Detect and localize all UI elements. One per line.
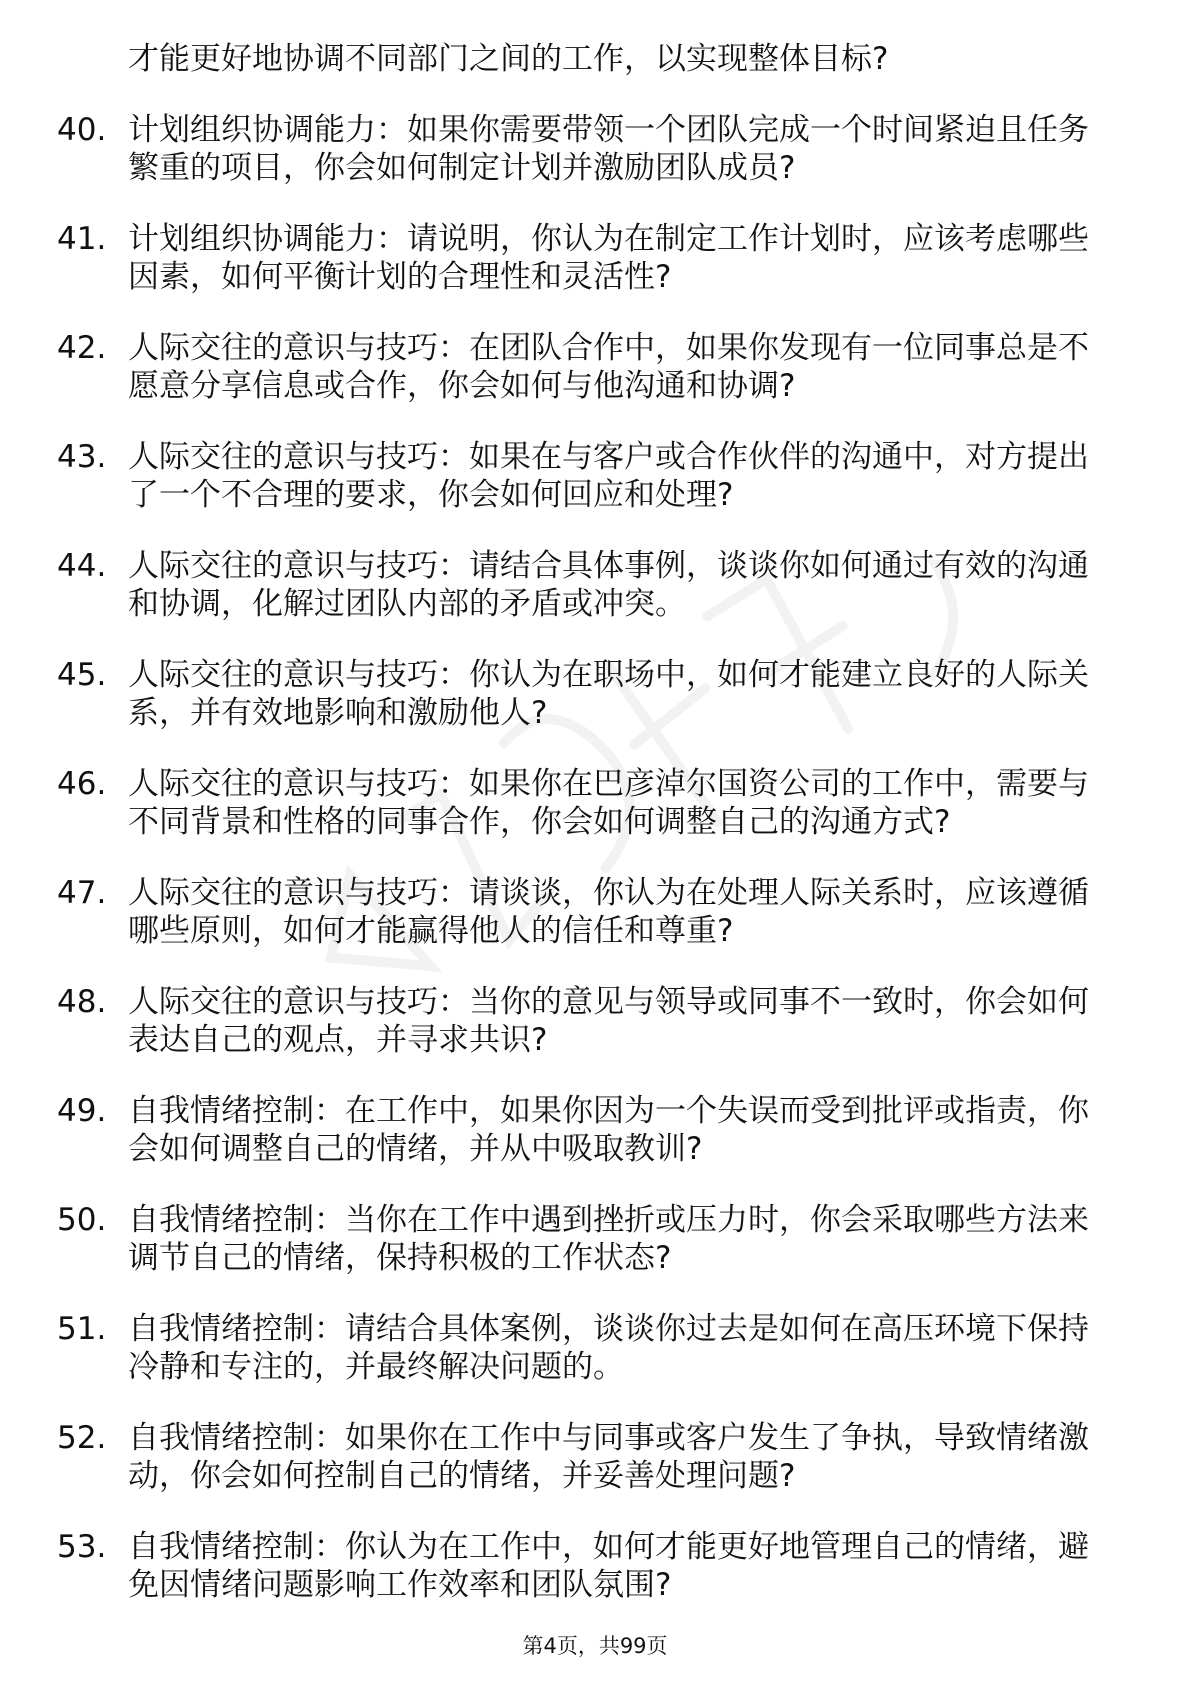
item-text: 人际交往的意识与技巧：请结合具体事例，谈谈你如何通过有效的沟通和协调，化解过团队内部的矛盾或冲突。: [128, 548, 1089, 622]
item-text: 人际交往的意识与技巧：当你的意见与领导或同事不一致时，你会如何表达自己的观点，并寻求共识?: [128, 984, 1089, 1058]
item-number: 46.: [57, 766, 107, 802]
list-item: [0, 1528, 1118, 1604]
item-text: 计划组织协调能力：请说明，你认为在制定工作计划时，应该考虑哪些因素，如何平衡计划的合理性和灵活性?: [128, 221, 1089, 295]
item-number: 48.: [57, 984, 107, 1020]
list-item: [0, 220, 1118, 296]
list-item: [0, 983, 1118, 1059]
list-item: [0, 1310, 1118, 1386]
item-text: 人际交往的意识与技巧：在团队合作中，如果你发现有一位同事总是不愿意分享信息或合作，你会如何与他沟通和协调?: [128, 330, 1089, 404]
list-item: [0, 111, 1118, 187]
item-number: 41.: [57, 221, 107, 257]
page-number: 第4页，共99页: [522, 1634, 668, 1658]
item-number: 50.: [57, 1202, 107, 1238]
item-text: 人际交往的意识与技巧：如果你在巴彦淖尔国资公司的工作中，需要与不同背景和性格的同事合作，你会如何调整自己的沟通方式?: [128, 766, 1089, 840]
item-text: 自我情绪控制：你认为在工作中，如何才能更好地管理自己的情绪，避免因情绪问题影响工作效率和团队氛围?: [128, 1529, 1089, 1603]
item-number: 42.: [57, 330, 107, 366]
list-item: [0, 656, 1118, 732]
list-item: [0, 1419, 1118, 1495]
list-item: [0, 1201, 1118, 1277]
item-text: 自我情绪控制：如果你在工作中与同事或客户发生了争执，导致情绪激动，你会如何控制自己的情绪，并妥善处理问题?: [128, 1420, 1089, 1494]
item-text: 自我情绪控制：当你在工作中遇到挫折或压力时，你会采取哪些方法来调节自己的情绪，保持积极的工作状态?: [128, 1202, 1089, 1276]
item-text: 人际交往的意识与技巧：你认为在职场中，如何才能建立良好的人际关系，并有效地影响和激励他人?: [128, 657, 1089, 731]
list-item: [0, 329, 1118, 405]
list-item: [0, 438, 1118, 514]
item-text: 人际交往的意识与技巧：请谈谈，你认为在处理人际关系时，应该遵循哪些原则，如何才能赢得他人的信任和尊重?: [128, 875, 1089, 949]
item-number: 45.: [57, 657, 107, 693]
item-number: 51.: [57, 1311, 107, 1347]
item-number: 49.: [57, 1093, 107, 1129]
item-number: 40.: [57, 112, 107, 148]
carryover-text: 才能更好地协调不同部门之间的工作，以实现整体目标?: [128, 41, 889, 77]
list-item: [0, 1092, 1118, 1168]
question-list: [0, 40, 1190, 1637]
item-text: 计划组织协调能力：如果你需要带领一个团队完成一个时间紧迫且任务繁重的项目，你会如何制定计划并激励团队成员?: [128, 112, 1089, 186]
item-number: 47.: [57, 875, 107, 911]
list-item: [0, 765, 1118, 841]
item-text: 人际交往的意识与技巧：如果在与客户或合作伙伴的沟通中，对方提出了一个不合理的要求，你会如何回应和处理?: [128, 439, 1089, 513]
list-item: [0, 874, 1118, 950]
list-item: [0, 547, 1118, 623]
item-number: 52.: [57, 1420, 107, 1456]
item-text: 自我情绪控制：请结合具体案例，谈谈你过去是如何在高压环境下保持冷静和专注的，并最终解决问题的。: [128, 1311, 1089, 1385]
item-number: 43.: [57, 439, 107, 475]
item-text: 自我情绪控制：在工作中，如果你因为一个失误而受到批评或指责，你会如何调整自己的情绪，并从中吸取教训?: [128, 1093, 1089, 1167]
item-number: 53.: [57, 1529, 107, 1565]
item-number: 44.: [57, 548, 107, 584]
